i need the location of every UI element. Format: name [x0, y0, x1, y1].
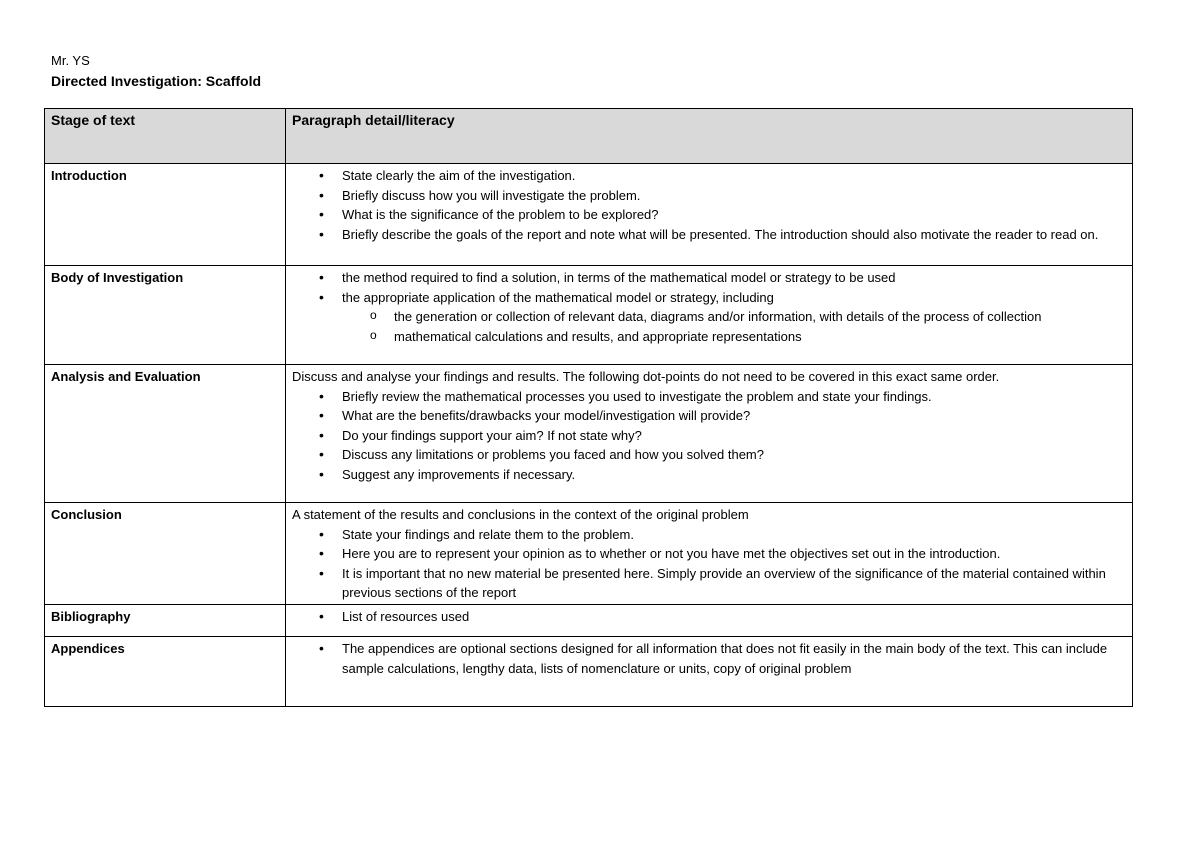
list-item: • Do your findings support your aim? If not state why? — [342, 426, 1126, 446]
detail-introduction — [286, 164, 1133, 266]
detail-analysis — [286, 365, 1133, 503]
header-detail: Paragraph detail/literacy — [286, 109, 1133, 164]
list-item: • Discuss any limitations or problems you faced and how you solved them? — [342, 445, 1126, 465]
sub-list-item: o the generation or collection of relevant data, diagrams and/or information, with details of the process of collection — [394, 307, 1126, 327]
stage-analysis: Analysis and Evaluation — [45, 365, 286, 503]
table-row — [45, 604, 1133, 636]
list-item: • It is important that no new material be presented here. Simply provide an overview of the significance of the material contained within previous sections of the report — [342, 564, 1126, 603]
detail-bibliography — [286, 604, 1133, 636]
scaffold-table — [44, 108, 1133, 707]
list-item: • What is the significance of the problem to be explored? — [342, 205, 1126, 225]
list-item: • The appendices are optional sections designed for all information that does not fit easily in the main body of the text. This can include sample calculations, lengthy data, lists of nomenclature or units, copy of original problem — [342, 639, 1126, 678]
list-item-text: the appropriate application of the mathematical model or strategy, including — [342, 289, 774, 305]
list-item — [342, 288, 1126, 347]
document-header — [51, 52, 261, 90]
table-row — [45, 636, 1133, 706]
list-item: • State your findings and relate them to the problem. — [342, 525, 1126, 545]
bullet-list — [292, 607, 1126, 627]
bullet-list — [292, 525, 1126, 603]
detail-body — [286, 266, 1133, 365]
stage-appendices: Appendices — [45, 636, 286, 706]
detail-intro-text: A statement of the results and conclusions in the context of the original problem — [292, 507, 749, 522]
table-row — [45, 503, 1133, 605]
list-item: • Suggest any improvements if necessary. — [342, 465, 1126, 485]
bullet-list — [292, 387, 1126, 485]
header-stage: Stage of text — [45, 109, 286, 164]
list-item: • What are the benefits/drawbacks your model/investigation will provide? — [342, 406, 1126, 426]
table-header-row — [45, 109, 1133, 164]
table-row — [45, 266, 1133, 365]
table-row — [45, 164, 1133, 266]
stage-conclusion: Conclusion — [45, 503, 286, 605]
document-title: Directed Investigation: Scaffold — [51, 73, 262, 89]
stage-bibliography: Bibliography — [45, 604, 286, 636]
bullet-list — [292, 639, 1126, 678]
list-item: • the method required to find a solution, in terms of the mathematical model or strategy to be used — [342, 268, 1126, 288]
table-row — [45, 365, 1133, 503]
list-item: • State clearly the aim of the investigation. — [342, 166, 1126, 186]
list-item: • List of resources used — [342, 607, 1126, 627]
list-item: • Briefly review the mathematical processes you used to investigate the problem and state your findings. — [342, 387, 1126, 407]
detail-conclusion — [286, 503, 1133, 605]
sub-list-item: o mathematical calculations and results, and appropriate representations — [394, 327, 1126, 347]
detail-appendices — [286, 636, 1133, 706]
list-item: • Briefly discuss how you will investigate the problem. — [342, 186, 1126, 206]
detail-intro-text: Discuss and analyse your findings and results. The following dot-points do not need to be covered in this exact same order. — [292, 369, 1000, 384]
bullet-list — [292, 166, 1126, 244]
author-name: Mr. YS — [51, 53, 90, 68]
stage-introduction: Introduction — [45, 164, 286, 266]
sub-bullet-list — [342, 307, 1126, 346]
bullet-list — [292, 268, 1126, 346]
stage-body: Body of Investigation — [45, 266, 286, 365]
list-item: • Briefly describe the goals of the report and note what will be presented. The introduction should also motivate the reader to read on. — [342, 225, 1126, 245]
list-item: • Here you are to represent your opinion as to whether or not you have met the objectives set out in the introduction. — [342, 544, 1126, 564]
